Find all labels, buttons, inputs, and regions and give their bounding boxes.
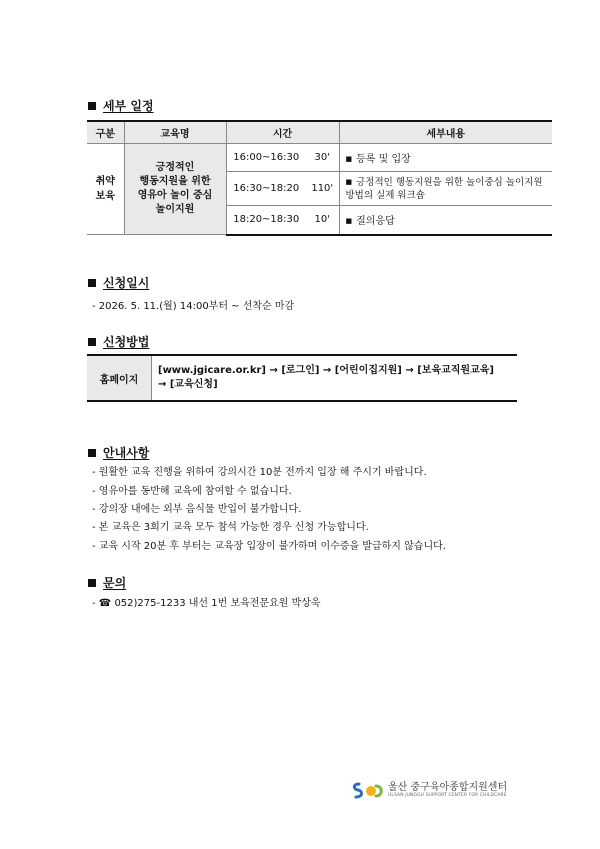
apply-method-label: 홈페이지 xyxy=(87,356,152,400)
section-heading-schedule: 세부 일정 xyxy=(88,97,154,114)
logo-name-ko: 울산 중구육아종합지원센터 xyxy=(388,781,508,793)
logo-name-en: ULSAN JUNGGU SUPPORT CENTER FOR CHILDCARE xyxy=(388,792,507,798)
duration-cell: 110' xyxy=(306,172,339,206)
apply-method-line: → [교육신청] xyxy=(158,379,218,390)
square-bullet-icon xyxy=(88,279,96,287)
header-time: 시간 xyxy=(226,121,339,144)
center-logo xyxy=(350,780,507,800)
detail-cell: ■ 긍정적인 행동지원을 위한 놀이중심 놀이지원 방법의 실제 워크숍 xyxy=(339,172,552,206)
schedule-table xyxy=(87,120,552,236)
notice-item: - 본 교육은 3회기 교육 모두 참석 가능한 경우 신청 가능합니다. xyxy=(92,522,369,533)
header-detail: 세부내용 xyxy=(339,121,552,144)
notice-item: - 강의장 내에는 외부 음식물 반입이 불가합니다. xyxy=(92,504,302,515)
notice-item: - 영유아를 동반해 교육에 참여할 수 없습니다. xyxy=(92,486,292,497)
category-cell: 취약 보육 xyxy=(87,144,124,235)
section-heading-apply-date: 신청일시 xyxy=(88,274,149,291)
logo-mark-icon xyxy=(350,780,384,800)
logo-text xyxy=(388,782,507,799)
detail-cell: ■ 질의응답 xyxy=(339,206,552,235)
square-bullet-icon xyxy=(88,338,96,346)
table-row xyxy=(87,144,552,172)
header-course: 교육명 xyxy=(124,121,226,144)
time-cell: 16:00~16:30 xyxy=(226,144,306,172)
square-bullet-icon xyxy=(88,579,96,587)
time-cell: 16:30~18:20 xyxy=(226,172,306,206)
apply-method-line: [www.jgicare.or.kr] → [로그인] → [어린이집지원] → [보육교직원교육] xyxy=(158,365,494,376)
contact-text: 052)275-1233 내선 1번 보육전문요원 박상욱 xyxy=(114,598,321,609)
phone-icon: - ☎ xyxy=(92,598,112,609)
notice-item: - 원활한 교육 진행을 위하여 강의시간 10분 전까지 입장 해 주시기 바랍니다. xyxy=(92,467,427,478)
table-header-row xyxy=(87,121,552,144)
time-cell: 18:20~18:30 xyxy=(226,206,306,235)
header-category: 구분 xyxy=(87,121,124,144)
section-heading-notice: 안내사항 xyxy=(88,444,149,461)
contact-line xyxy=(92,594,321,609)
square-bullet-icon xyxy=(88,449,96,457)
duration-cell: 10' xyxy=(306,206,339,235)
apply-date-text: - 2026. 5. 11.(월) 14:00부터 ~ 선착순 마감 xyxy=(92,301,295,312)
section-heading-contact: 문의 xyxy=(88,574,126,591)
apply-method-box xyxy=(87,354,517,402)
detail-cell: ■ 등록 및 입장 xyxy=(339,144,552,172)
section-heading-apply-method: 신청방법 xyxy=(88,333,149,350)
square-bullet-icon xyxy=(88,102,96,110)
course-cell: 긍정적인 행동지원을 위한 영유아 놀이 중심 놀이지원 xyxy=(124,144,226,235)
notice-item: - 교육 시작 20분 후 부터는 교육장 입장이 불가하며 이수증을 발급하지 않습니다. xyxy=(92,541,446,552)
apply-method-steps xyxy=(152,356,517,400)
duration-cell: 30' xyxy=(306,144,339,172)
